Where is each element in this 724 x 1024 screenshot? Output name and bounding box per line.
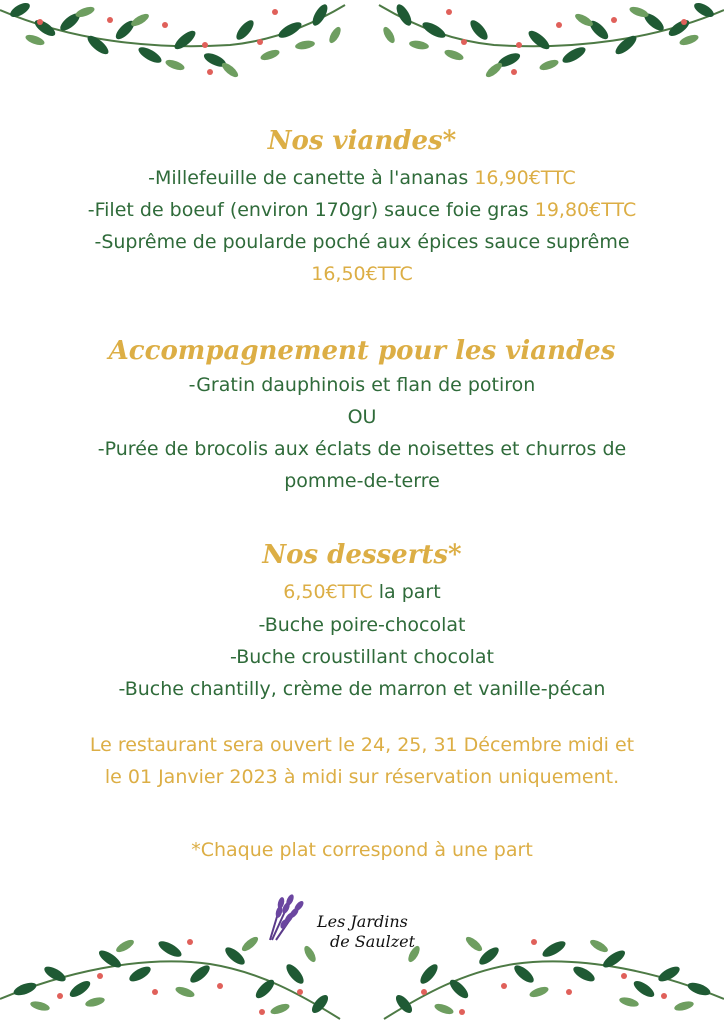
footnote: *Chaque plat correspond à une part <box>191 839 533 861</box>
desserts-price-line <box>0 583 724 602</box>
viandes-title: Nos viandes* <box>267 126 457 156</box>
item-label: -Filet de boeuf (environ 170gr) sauce foie gras <box>87 199 529 221</box>
accompagnement-line-2a: -Purée de brocolis aux éclats de noisettes et churros de <box>97 438 627 460</box>
viandes-item-3 <box>0 233 724 252</box>
bottom-garland-decoration <box>0 934 724 1024</box>
accompagnement-line-2b: pomme-de-terre <box>284 470 440 492</box>
notice-line-2: le 01 Janvier 2023 à midi sur réservation uniquement. <box>104 766 620 788</box>
desserts-price-suffix: la part <box>378 581 441 603</box>
notice-line-1: Le restaurant sera ouvert le 24, 25, 31 Décembre midi et <box>89 734 635 756</box>
desserts-item-2: -Buche croustillant chocolat <box>230 646 494 668</box>
accompagnement-line-1: -Gratin dauphinois et flan de potiron <box>188 374 536 396</box>
top-garland-decoration <box>0 0 724 90</box>
desserts-item-3: -Buche chantilly, crème de marron et vanille-pécan <box>118 678 606 700</box>
item-price: 16,90€TTC <box>474 167 576 189</box>
logo-text-line-1: Les Jardins <box>317 912 408 931</box>
leaf-branch-icon <box>0 935 340 1019</box>
item-price: 16,50€TTC <box>311 263 413 285</box>
viandes-item-3-price <box>0 265 724 284</box>
viandes-item-1 <box>0 169 724 188</box>
accompagnement-or: OU <box>347 406 377 428</box>
item-label: -Millefeuille de canette à l'ananas <box>148 167 469 189</box>
viandes-item-2 <box>0 201 724 220</box>
item-price: 19,80€TTC <box>534 199 637 221</box>
desserts-title: Nos desserts* <box>262 540 462 570</box>
desserts-price: 6,50€TTC <box>283 581 373 603</box>
leaf-branch-icon <box>0 0 345 79</box>
desserts-item-1: -Buche poire-chocolat <box>258 614 466 636</box>
logo-text-line-2: de Saulzet <box>330 932 416 951</box>
item-label: -Suprême de poularde poché aux épices sauce suprême <box>94 231 630 253</box>
accompagnement-title: Accompagnement pour les viandes <box>108 336 616 366</box>
